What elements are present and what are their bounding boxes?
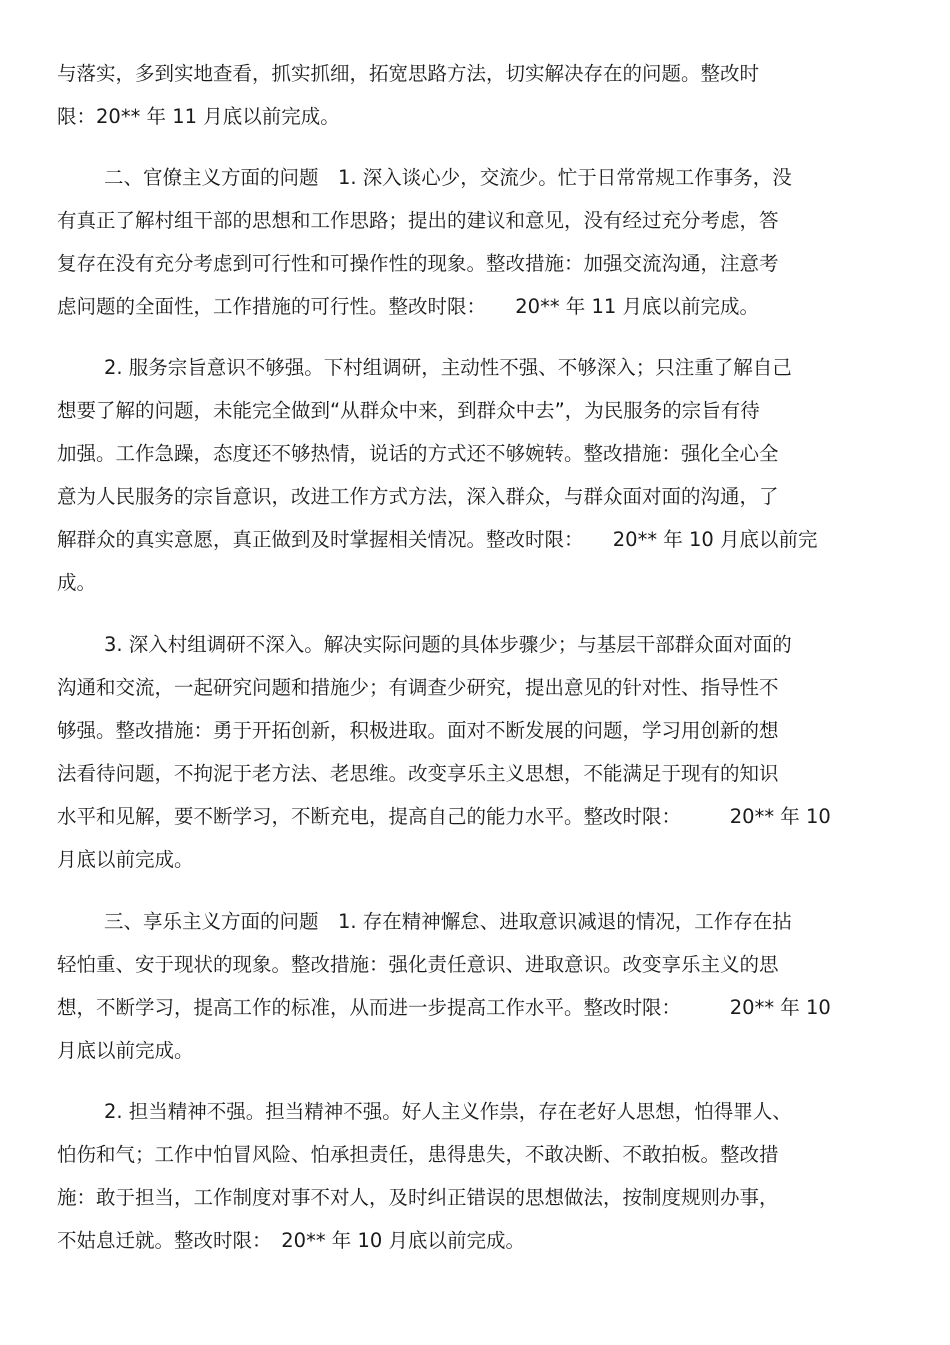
text-line: 虑问题的全面性，工作措施的可行性。整改时限： 20** 年 11 月底以前完成。 xyxy=(57,295,759,318)
text-line: 够强。整改措施：勇于开拓创新，积极进取。面对不断发展的问题，学习用创新的想 xyxy=(57,719,779,742)
text-line: 三、享乐主义方面的问题 1. 存在精神懈怠、进取意识减退的情况，工作存在拈 xyxy=(104,910,792,933)
text-line: 成。 xyxy=(57,571,97,594)
paragraph-hedonism-1 xyxy=(57,900,897,1072)
text-line: 复存在没有充分考虑到可行性和可操作性的现象。整改措施：加强交流沟通，注意考 xyxy=(57,252,779,275)
text-line: 2. 服务宗旨意识不够强。下村组调研，主动性不强、不够深入；只注重了解自己 xyxy=(104,356,792,379)
text-line: 想，不断学习，提高工作的标准，从而进一步提高工作水平。整改时限： 20** 年 10 xyxy=(57,996,831,1019)
paragraph-bureaucratism-2 xyxy=(57,346,897,604)
text-line: 限：20** 年 11 月底以前完成。 xyxy=(57,105,340,128)
paragraph-bureaucratism-1 xyxy=(57,156,897,328)
text-line: 月底以前完成。 xyxy=(57,848,194,871)
text-line: 2. 担当精神不强。担当精神不强。好人主义作祟，存在老好人思想，怕得罪人、 xyxy=(104,1100,792,1123)
paragraph-hedonism-2 xyxy=(57,1090,897,1262)
text-line: 3. 深入村组调研不深入。解决实际问题的具体步骤少；与基层干部群众面对面的 xyxy=(104,633,792,656)
text-line: 加强。工作急躁，态度还不够热情，说话的方式还不够婉转。整改措施：强化全心全 xyxy=(57,442,779,465)
text-line: 怕伤和气；工作中怕冒风险、怕承担责任，患得患失，不敢决断、不敢拍板。整改措 xyxy=(57,1143,779,1166)
text-line: 轻怕重、安于现状的现象。整改措施：强化责任意识、进取意识。改变享乐主义的思 xyxy=(57,953,779,976)
text-line: 解群众的真实意愿，真正做到及时掌握相关情况。整改时限： 20** 年 10 月底以前完 xyxy=(57,528,818,551)
text-line: 意为人民服务的宗旨意识，改进工作方式方法，深入群众，与群众面对面的沟通，了 xyxy=(57,485,779,508)
text-line: 有真正了解村组干部的思想和工作思路；提出的建议和意见，没有经过充分考虑，答 xyxy=(57,209,779,232)
text-line: 二、官僚主义方面的问题 1. 深入谈心少，交流少。忙于日常常规工作事务，没 xyxy=(104,166,792,189)
text-line: 与落实，多到实地查看，抓实抓细，拓宽思路方法，切实解决存在的问题。整改时 xyxy=(57,62,760,85)
paragraph-continuation xyxy=(57,52,897,138)
text-line: 水平和见解，要不断学习，不断充电，提高自己的能力水平。整改时限： 20** 年 10 xyxy=(57,805,831,828)
text-line: 月底以前完成。 xyxy=(57,1039,194,1062)
text-line: 想要了解的问题，未能完全做到“从群众中来，到群众中去”，为民服务的宗旨有待 xyxy=(57,399,760,422)
text-line: 不姑息迁就。整改时限： 20** 年 10 月底以前完成。 xyxy=(57,1229,525,1252)
text-line: 施：敢于担当，工作制度对事不对人，及时纠正错误的思想做法，按制度规则办事， xyxy=(57,1186,779,1209)
text-line: 沟通和交流，一起研究问题和措施少；有调查少研究，提出意见的针对性、指导性不 xyxy=(57,676,779,699)
paragraph-bureaucratism-3 xyxy=(57,623,897,881)
text-line: 法看待问题，不拘泥于老方法、老思维。改变享乐主义思想，不能满足于现有的知识 xyxy=(57,762,779,785)
